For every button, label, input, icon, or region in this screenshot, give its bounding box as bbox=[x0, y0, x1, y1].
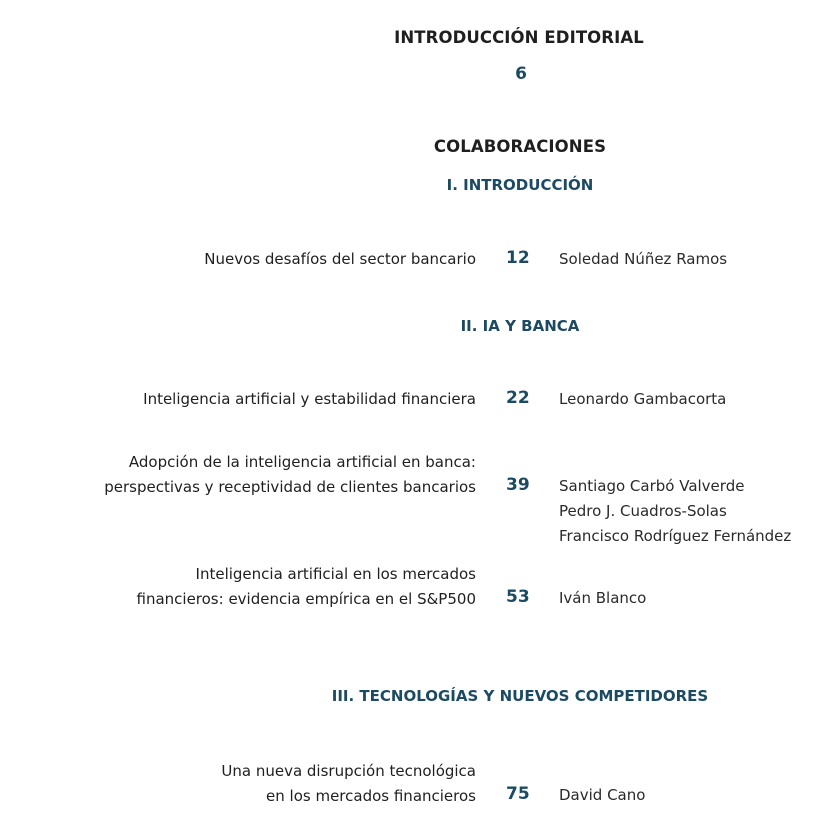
toc-entry-page-number[interactable]: 12 bbox=[506, 248, 530, 268]
author-name: Pedro J. Cuadros-Solas bbox=[559, 502, 727, 520]
colaboraciones-heading: COLABORACIONES bbox=[433, 137, 607, 156]
author-name: Leonardo Gambacorta bbox=[559, 390, 727, 408]
toc-entry-authors bbox=[559, 586, 646, 611]
author-name: Iván Blanco bbox=[559, 589, 647, 607]
toc-entry-page-number[interactable]: 22 bbox=[506, 388, 530, 408]
toc-entry-title-line: Inteligencia artificial y estabilidad financiera bbox=[143, 390, 476, 408]
section-title-tecnologias: III. TECNOLOGÍAS Y NUEVOS COMPETIDORES bbox=[331, 687, 709, 705]
toc-entry-page-number[interactable]: 75 bbox=[506, 784, 530, 804]
author-name: David Cano bbox=[559, 786, 646, 804]
toc-entry-title-line: Inteligencia artificial en los mercados bbox=[195, 565, 476, 583]
section-title-introduccion: I. INTRODUCCIÓN bbox=[446, 176, 594, 194]
toc-entry-title-line: perspectivas y receptividad de clientes bancarios bbox=[104, 477, 476, 496]
toc-entry-title[interactable] bbox=[143, 387, 476, 412]
author-name: Soledad Núñez Ramos bbox=[559, 250, 728, 268]
toc-entry-title-line: en los mercados financieros bbox=[266, 786, 476, 805]
toc-entry-title[interactable] bbox=[204, 247, 476, 272]
toc-entry-title-line: Una nueva disrupción tecnológica bbox=[221, 762, 476, 780]
author-name: Santiago Carbó Valverde bbox=[559, 477, 745, 495]
editorial-page-number[interactable]: 6 bbox=[515, 64, 527, 84]
toc-entry-title-line: financieros: evidencia empírica en el S&P500 bbox=[136, 589, 476, 608]
toc-entry-authors bbox=[559, 474, 791, 549]
author-name: Francisco Rodríguez Fernández bbox=[559, 527, 792, 545]
toc-entry-title-line: Nuevos desafíos del sector bancario bbox=[204, 250, 476, 268]
toc-entry-page-number[interactable]: 53 bbox=[506, 587, 530, 607]
toc-entry-authors bbox=[559, 387, 726, 412]
toc-entry-title-line: Adopción de la inteligencia artificial en banca: bbox=[128, 453, 476, 471]
toc-entry-title[interactable] bbox=[137, 562, 477, 611]
toc-entry-title[interactable] bbox=[104, 450, 476, 499]
toc-entry-authors bbox=[559, 783, 645, 808]
toc-entry-page-number[interactable]: 39 bbox=[506, 475, 530, 495]
section-title-ia-y-banca: II. IA Y BANCA bbox=[460, 317, 580, 335]
toc-entry-authors bbox=[559, 247, 727, 272]
toc-entry-title[interactable] bbox=[221, 759, 476, 808]
editorial-heading: INTRODUCCIÓN EDITORIAL bbox=[394, 28, 644, 47]
